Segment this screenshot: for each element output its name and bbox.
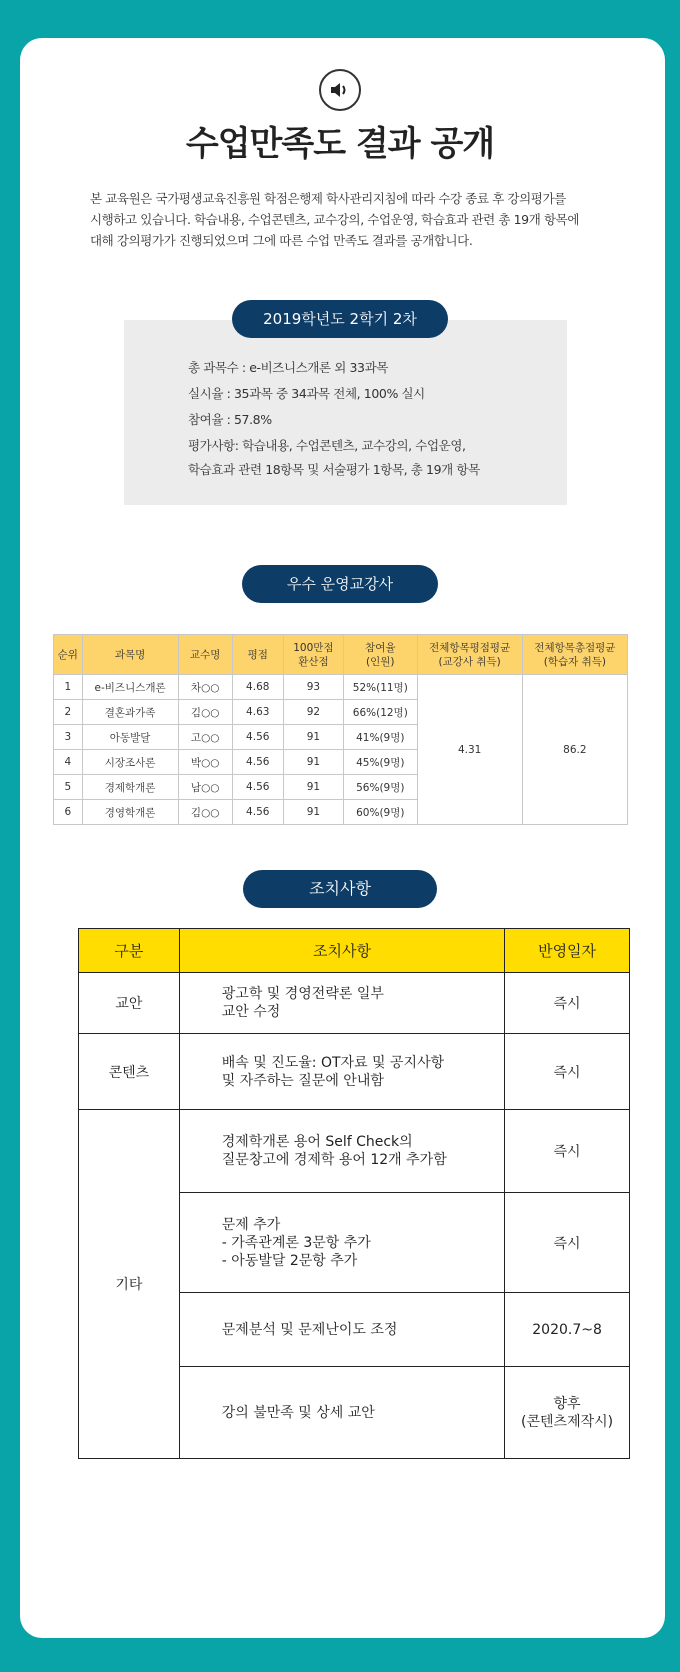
professor-cell: 차○○	[178, 675, 232, 700]
professor-cell: 박○○	[178, 750, 232, 775]
date-cell: 즉시	[505, 1193, 630, 1293]
converted-cell: 92	[283, 700, 343, 725]
implementation-rate: 실시율 : 35과목 중 34과목 전체, 100% 실시	[188, 386, 425, 401]
excellent-instructors-badge: 우수 운영교강사	[242, 565, 438, 603]
date-cell: 2020.7~8	[505, 1293, 630, 1367]
converted-cell: 91	[283, 775, 343, 800]
action-cell: 강의 불만족 및 상세 교안	[179, 1367, 504, 1459]
actions-table	[78, 928, 630, 1459]
converted-cell: 91	[283, 725, 343, 750]
date-cell: 즉시	[505, 1110, 630, 1193]
rank-cell: 2	[54, 700, 83, 725]
header-action: 조치사항	[179, 929, 504, 973]
header-rank: 순위	[54, 635, 83, 675]
course-cell: 아동발달	[82, 725, 178, 750]
professor-cell: 김○○	[178, 700, 232, 725]
rank-cell: 1	[54, 675, 83, 700]
action-cell: 광고학 및 경영전략론 일부 교안 수정	[179, 973, 504, 1034]
intro-line: 본 교육원은 국가평생교육진흥원 학점은행제 학사관리지침에 따라 수강 종료 후 강의평가를	[90, 191, 566, 206]
score-cell: 4.68	[232, 675, 283, 700]
converted-cell: 91	[283, 750, 343, 775]
category-cell: 기타	[79, 1110, 180, 1459]
course-cell: e-비즈니스개론	[82, 675, 178, 700]
rank-cell: 6	[54, 800, 83, 825]
intro-text	[90, 188, 610, 251]
participation-rate: 참여율 : 57.8%	[188, 412, 272, 427]
header-avg-learner: 전체항목총점평균 (학습자 취득)	[522, 635, 627, 675]
category-cell: 콘텐츠	[79, 1034, 180, 1110]
date-cell: 향후 (콘텐츠제작시)	[505, 1367, 630, 1459]
header-date: 반영일자	[505, 929, 630, 973]
professor-cell: 김○○	[178, 800, 232, 825]
score-cell: 4.56	[232, 800, 283, 825]
table-row	[79, 1034, 630, 1110]
header-category: 구분	[79, 929, 180, 973]
page-title: 수업만족도 결과 공개	[185, 124, 495, 164]
actions-badge: 조치사항	[243, 870, 437, 908]
speaker-icon	[319, 69, 361, 111]
table-row	[79, 1110, 630, 1193]
table-row	[79, 973, 630, 1034]
action-cell: 배속 및 진도율: OT자료 및 공지사항 및 자주하는 질문에 안내함	[179, 1034, 504, 1110]
header-avg-instructor: 전체항목평점평균 (교강사 취득)	[417, 635, 522, 675]
participation-cell: 41%(9명)	[344, 725, 418, 750]
converted-cell: 91	[283, 800, 343, 825]
converted-cell: 93	[283, 675, 343, 700]
date-cell: 즉시	[505, 1034, 630, 1110]
professor-cell: 남○○	[178, 775, 232, 800]
total-courses: 총 과목수 : e-비즈니스개론 외 33과목	[188, 360, 388, 375]
rank-cell: 3	[54, 725, 83, 750]
intro-line: 대해 강의평가가 진행되었으며 그에 따른 수업 만족도 결과를 공개합니다.	[90, 233, 473, 248]
score-cell: 4.63	[232, 700, 283, 725]
action-cell: 문제 추가 - 가족관계론 3문항 추가 - 아동발달 2문항 추가	[179, 1193, 504, 1293]
rank-cell: 4	[54, 750, 83, 775]
header-participation: 참여율 (인원)	[344, 635, 418, 675]
header-converted: 100만점 환산점	[283, 635, 343, 675]
table-header-row	[54, 635, 628, 675]
course-cell: 경영학개론	[82, 800, 178, 825]
excellent-instructors-table	[53, 634, 628, 825]
evaluation-items: 평가사항: 학습내용, 수업콘텐츠, 교수강의, 수업운영,	[188, 438, 466, 453]
avg-learner-cell: 86.2	[522, 675, 627, 825]
participation-cell: 56%(9명)	[344, 775, 418, 800]
semester-summary-box	[124, 320, 567, 505]
participation-cell: 45%(9명)	[344, 750, 418, 775]
course-cell: 결혼과가족	[82, 700, 178, 725]
action-cell: 문제분석 및 문제난이도 조정	[179, 1293, 504, 1367]
score-cell: 4.56	[232, 750, 283, 775]
date-cell: 즉시	[505, 973, 630, 1034]
table-header-row	[79, 929, 630, 973]
participation-cell: 52%(11명)	[344, 675, 418, 700]
intro-line: 시행하고 있습니다. 학습내용, 수업콘텐츠, 교수강의, 수업운영, 학습효과 관련 총 19개 항목에	[90, 212, 580, 227]
header-course: 과목명	[82, 635, 178, 675]
avg-instructor-cell: 4.31	[417, 675, 522, 825]
rank-cell: 5	[54, 775, 83, 800]
participation-cell: 60%(9명)	[344, 800, 418, 825]
course-cell: 경제학개론	[82, 775, 178, 800]
header-score: 평점	[232, 635, 283, 675]
category-cell: 교안	[79, 973, 180, 1034]
score-cell: 4.56	[232, 775, 283, 800]
table-row	[54, 675, 628, 700]
evaluation-items-cont: 학습효과 관련 18항목 및 서술평가 1항목, 총 19개 항목	[188, 462, 480, 477]
action-cell: 경제학개론 용어 Self Check의 질문창고에 경제학 용어 12개 추가함	[179, 1110, 504, 1193]
semester-badge: 2019학년도 2학기 2차	[232, 300, 448, 338]
participation-cell: 66%(12명)	[344, 700, 418, 725]
score-cell: 4.56	[232, 725, 283, 750]
professor-cell: 고○○	[178, 725, 232, 750]
header-professor: 교수명	[178, 635, 232, 675]
course-cell: 시장조사론	[82, 750, 178, 775]
